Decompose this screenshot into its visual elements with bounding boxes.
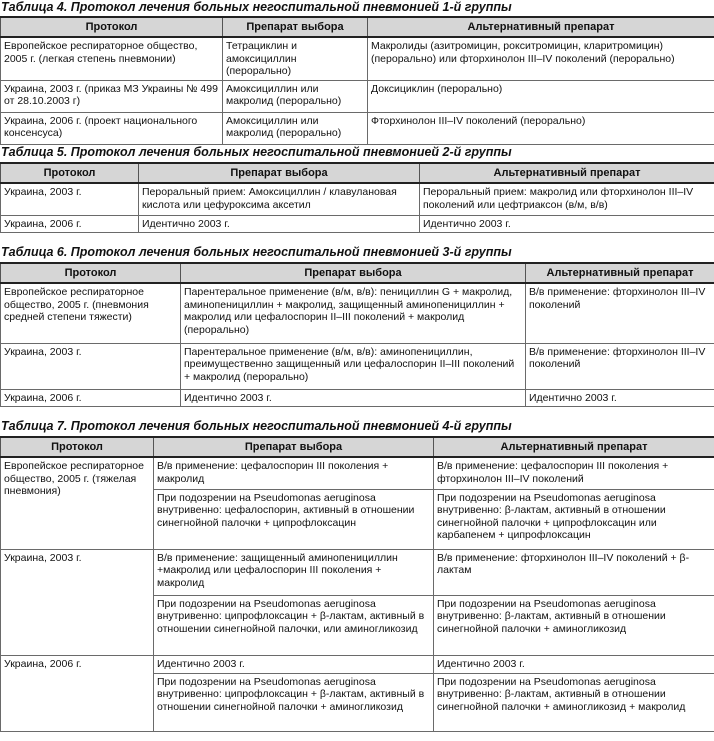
table7-header-protocol: Протокол bbox=[1, 437, 154, 457]
table-cell: Идентично 2003 г. bbox=[139, 215, 420, 233]
table5 bbox=[0, 162, 714, 233]
table-cell: Идентично 2003 г. bbox=[154, 655, 434, 673]
table-cell: Украина, 2006 г. bbox=[1, 215, 139, 233]
table-cell-protocol: Украина, 2003 г. bbox=[1, 549, 154, 655]
table-cell: Идентично 2003 г. bbox=[181, 389, 526, 407]
table-cell: Амоксициллин или макролид (перорально) bbox=[223, 112, 368, 144]
table-cell: Макролиды (азитромицин, рокситромицин, кларитромицин) (перорально) или фторхинолон III–IV поколений (перорально) bbox=[368, 37, 714, 80]
table4-header-choice: Препарат выбора bbox=[223, 17, 368, 37]
table-cell: В/в применение: фторхинолон III–IV поколений bbox=[526, 283, 714, 343]
table7 bbox=[0, 436, 714, 732]
table5-header-choice: Препарат выбора bbox=[139, 163, 420, 183]
table7-title: Таблица 7. Протокол лечения больных негоспитальной пневмонией 4-й группы bbox=[1, 419, 512, 433]
table-cell: Амоксициллин или макролид (перорально) bbox=[223, 80, 368, 112]
table-row bbox=[1, 183, 714, 215]
table-row bbox=[1, 549, 714, 595]
table-cell: Пероральный прием: макролид или фторхинолон III–IV поколений или цефтриаксон (в/м, в/в) bbox=[420, 183, 714, 215]
table-row bbox=[1, 389, 714, 407]
table-cell: Идентично 2003 г. bbox=[526, 389, 714, 407]
table4 bbox=[0, 16, 714, 145]
table5-header-protocol: Протокол bbox=[1, 163, 139, 183]
table-cell: Парентеральное применение (в/м, в/в): пенициллин G + макролид, аминопенициллин + макролид, защищенный аминопенициллин + макролид или цефалоспорин II–III поколений + макролид (перорально) bbox=[181, 283, 526, 343]
table-cell: Украина, 2006 г. (проект национального консенсуса) bbox=[1, 112, 223, 144]
table-row bbox=[1, 80, 714, 112]
table-cell: Украина, 2003 г. (приказ МЗ Украины № 499 от 28.10.2003 г) bbox=[1, 80, 223, 112]
table-cell: Тетрациклин и амоксициллин (перорально) bbox=[223, 37, 368, 80]
table-cell: Пероральный прием: Амоксициллин / клавулановая кислота или цефуроксима аксетил bbox=[139, 183, 420, 215]
table-row bbox=[1, 37, 714, 80]
table-row bbox=[1, 457, 714, 489]
table7-header-alt: Альтернативный препарат bbox=[434, 437, 714, 457]
table-cell: Идентично 2003 г. bbox=[420, 215, 714, 233]
table-cell: При подозрении на Pseudomonas aeruginosa внутривенно: β-лактам, активный в отношении синегнойной палочки + аминогликозид + макролид bbox=[434, 673, 714, 731]
table-row bbox=[1, 655, 714, 673]
table-cell: В/в применение: защищенный аминопенициллин +макролид или цефалоспорин III поколения + макролид bbox=[154, 549, 434, 595]
table-cell-protocol: Европейское респираторное общество, 2005 г. (тяжелая пневмония) bbox=[1, 457, 154, 549]
table4-header-protocol: Протокол bbox=[1, 17, 223, 37]
table-cell: В/в применение: цефалоспорин III поколения + фторхинолон III–IV поколений bbox=[434, 457, 714, 489]
table-cell: При подозрении на Pseudomonas aeruginosa внутривенно: ципрофлоксацин + β-лактам, активный в отношении синегнойной палочки, или аминогликозид bbox=[154, 595, 434, 655]
table-cell: В/в применение: фторхинолон III–IV поколений + β-лактам bbox=[434, 549, 714, 595]
table5-header-alt: Альтернативный препарат bbox=[420, 163, 714, 183]
table6-header-alt: Альтернативный препарат bbox=[526, 263, 714, 283]
table-cell: Идентично 2003 г. bbox=[434, 655, 714, 673]
table-cell: При подозрении на Pseudomonas aeruginosa внутривенно: β-лактам, активный в отношении синегнойной палочки + ципрофлоксацин или карбапенем + ципрофлоксацин bbox=[434, 489, 714, 549]
table6-header-protocol: Протокол bbox=[1, 263, 181, 283]
table4-header-alt: Альтернативный препарат bbox=[368, 17, 714, 37]
table-cell: Украина, 2006 г. bbox=[1, 389, 181, 407]
table7-header-choice: Препарат выбора bbox=[154, 437, 434, 457]
table6 bbox=[0, 262, 714, 407]
table-cell: При подозрении на Pseudomonas aeruginosa внутривенно: цефалоспорин, активный в отношении синегнойной палочки + ципрофлоксацин bbox=[154, 489, 434, 549]
table-row bbox=[1, 112, 714, 144]
table-cell: В/в применение: цефалоспорин III поколения + макролид bbox=[154, 457, 434, 489]
table-cell: Украина, 2003 г. bbox=[1, 183, 139, 215]
table-cell-protocol: Украина, 2006 г. bbox=[1, 655, 154, 731]
table-cell: При подозрении на Pseudomonas aeruginosa внутривенно: β-лактам, активный в отношении синегнойной палочки + аминогликозид bbox=[434, 595, 714, 655]
table-cell: Парентеральное применение (в/м, в/в): аминопенициллин, преимущественно защищенный или цефалоспорин II–III поколений + макролид (перорально) bbox=[181, 343, 526, 389]
table6-header-choice: Препарат выбора bbox=[181, 263, 526, 283]
table-cell: При подозрении на Pseudomonas aeruginosa внутривенно: ципрофлоксацин + β-лактам, активный в отношении синегнойной палочки + аминогликозид bbox=[154, 673, 434, 731]
table-cell: Фторхинолон III–IV поколений (перорально) bbox=[368, 112, 714, 144]
table-cell: В/в применение: фторхинолон III–IV поколений bbox=[526, 343, 714, 389]
table5-title: Таблица 5. Протокол лечения больных негоспитальной пневмонией 2-й группы bbox=[1, 145, 512, 159]
table-cell: Европейское респираторное общество, 2005 г. (пневмония средней степени тяжести) bbox=[1, 283, 181, 343]
table-cell: Украина, 2003 г. bbox=[1, 343, 181, 389]
table6-title: Таблица 6. Протокол лечения больных негоспитальной пневмонией 3-й группы bbox=[1, 245, 512, 259]
table-cell: Доксициклин (перорально) bbox=[368, 80, 714, 112]
table-row bbox=[1, 283, 714, 343]
table-row bbox=[1, 343, 714, 389]
table-row bbox=[1, 215, 714, 233]
table-cell: Европейское респираторное общество, 2005 г. (легкая степень пневмонии) bbox=[1, 37, 223, 80]
table4-title: Таблица 4. Протокол лечения больных негоспитальной пневмонией 1-й группы bbox=[1, 0, 512, 14]
